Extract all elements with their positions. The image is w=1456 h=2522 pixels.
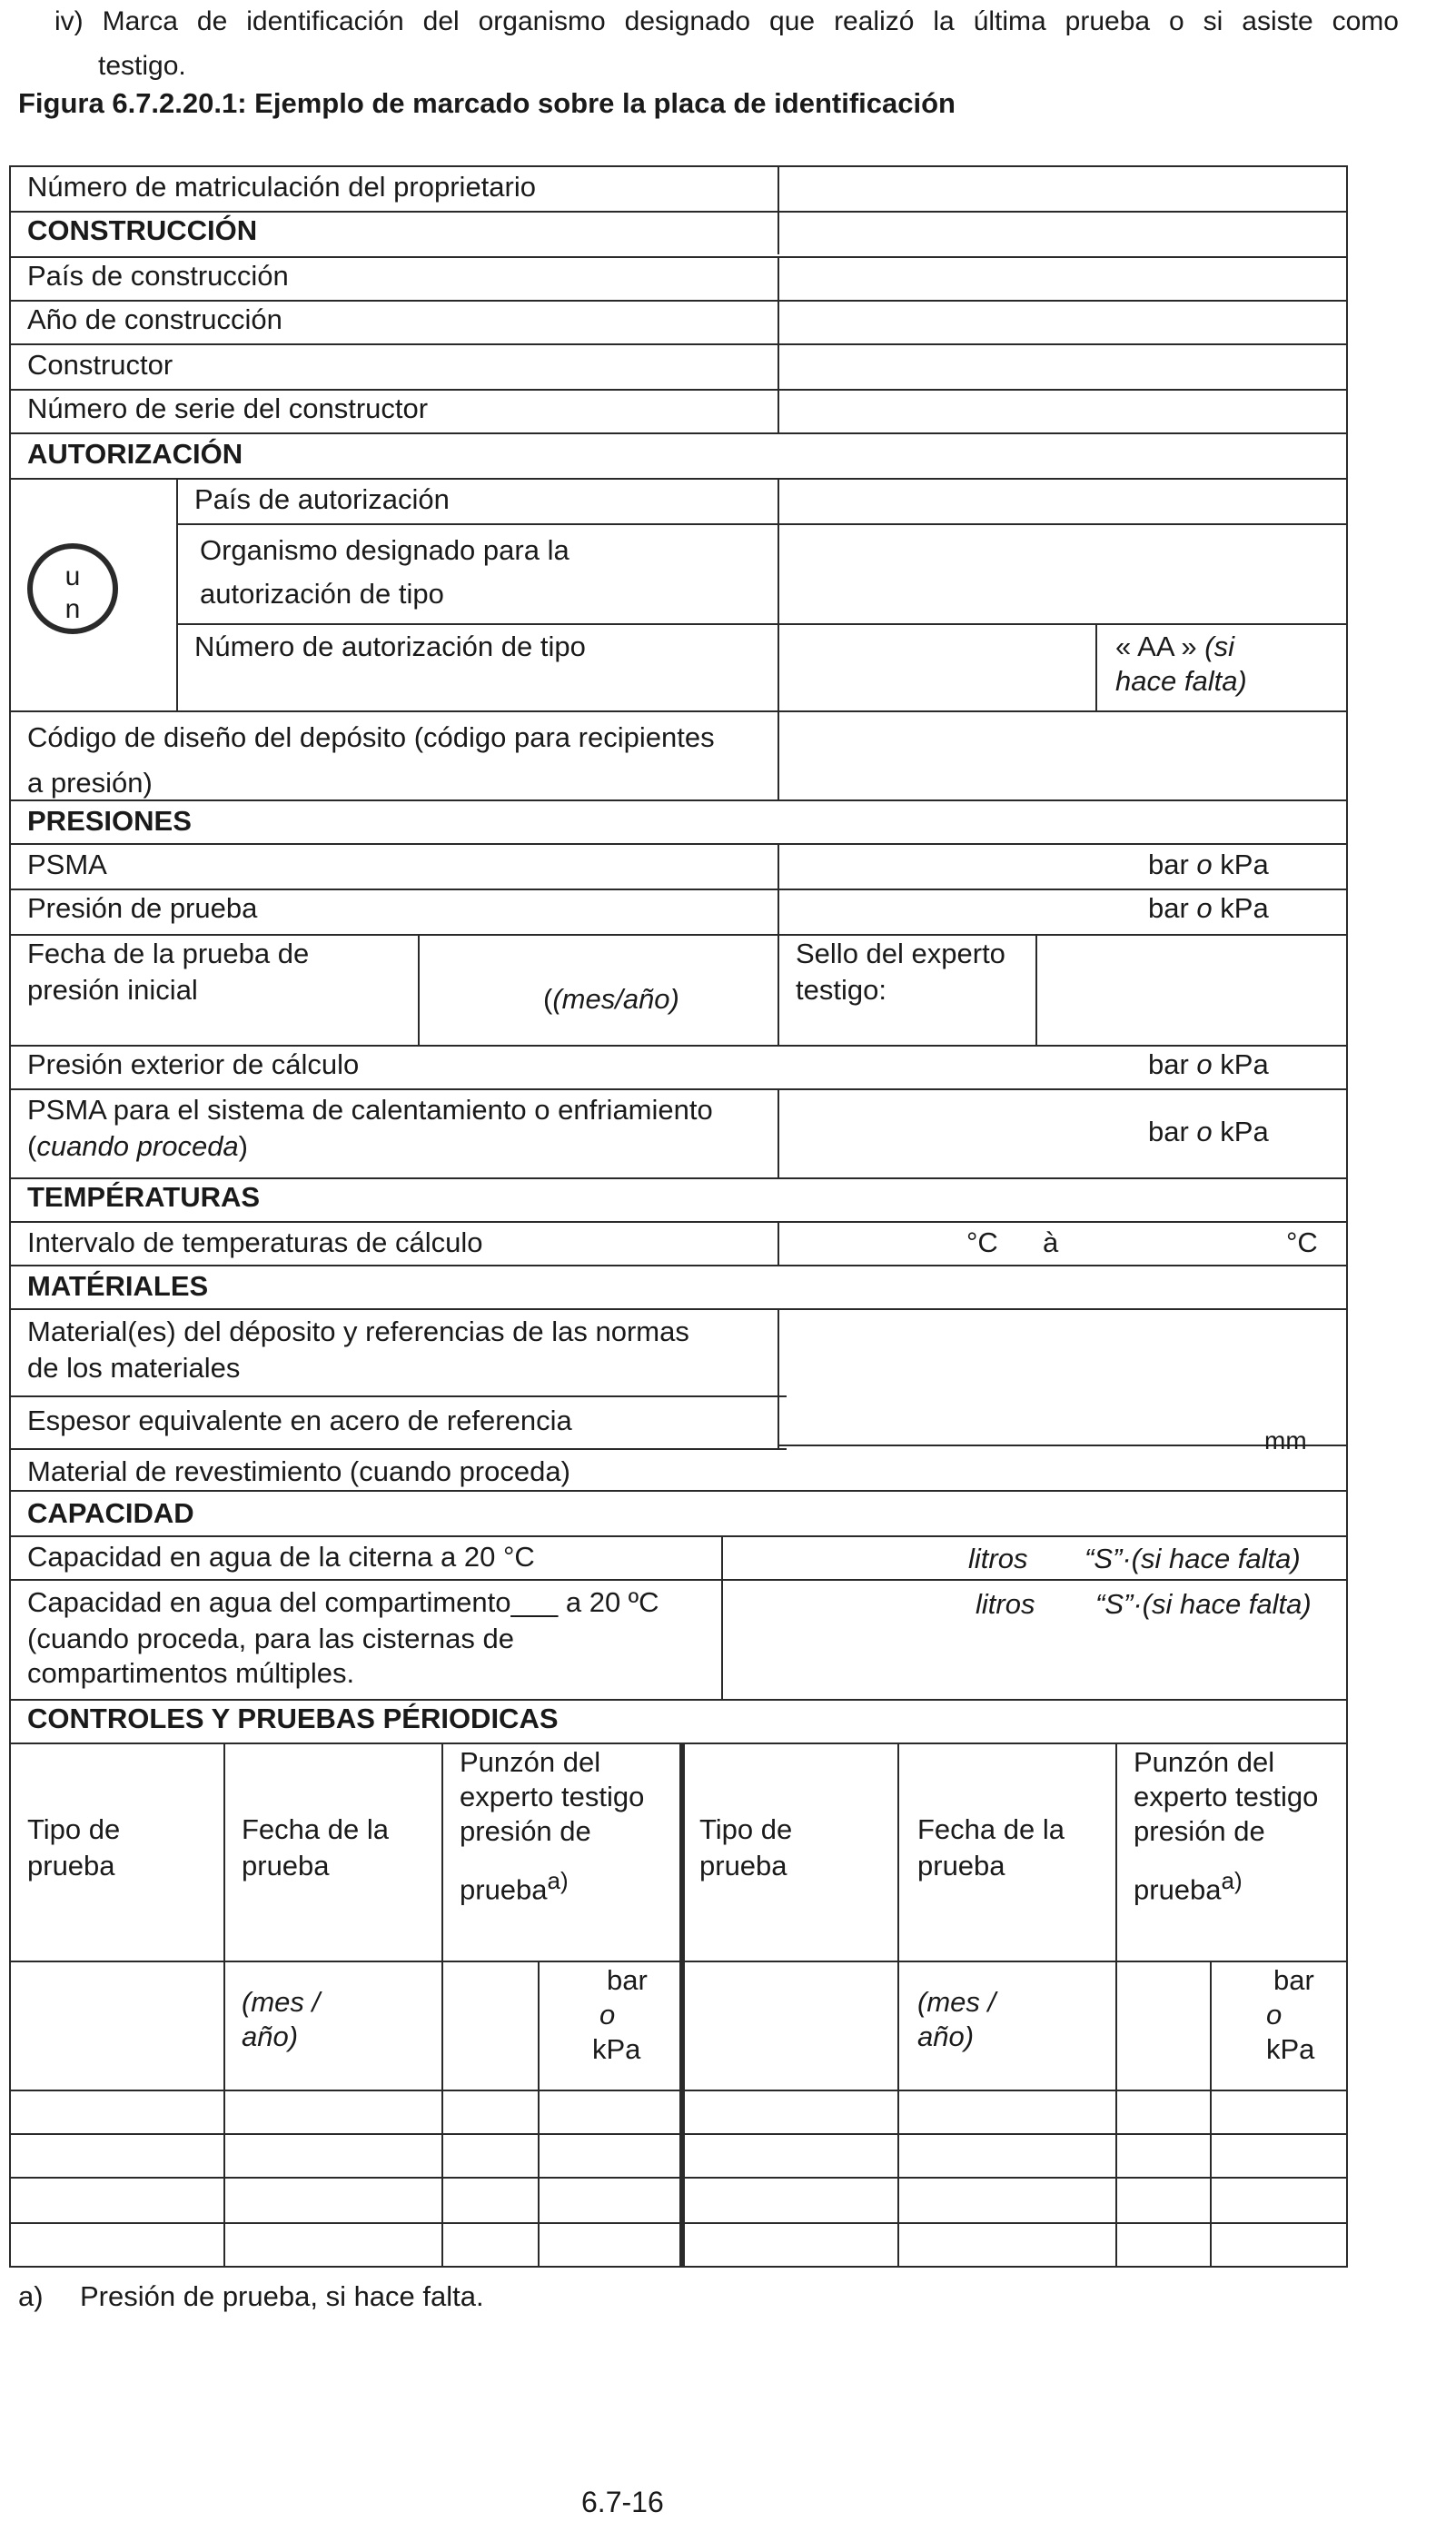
owner-registration-label: Número de matriculación del proprietario <box>27 171 536 203</box>
psma-heating-unit: bar o kPa <box>1148 1116 1269 1147</box>
section-capacity: CAPACIDAD <box>27 1497 194 1529</box>
right-stamp-line4: prueba$^{a)}$ <box>1134 1867 1243 1906</box>
initial-test-line2: presión inicial <box>27 974 198 1006</box>
left-unit-bar: bar <box>607 1964 648 1996</box>
right-date-format-line1: (mes / <box>917 1986 996 2018</box>
right-unit-bar: bar <box>1273 1964 1314 1996</box>
right-test-date-line2: prueba <box>917 1850 1005 1882</box>
intro-line: iv) Marca de identificación del organismo designado que realizó la última prueba o si asiste como <box>54 6 1399 36</box>
initial-test-line1: Fecha de la prueba de <box>27 938 310 969</box>
materials-line2: de los materiales <box>27 1352 241 1384</box>
compartment-capacity-line2: (cuando proceda, para las cisternas de <box>27 1623 514 1654</box>
left-date-format-line2: año) <box>242 2021 299 2052</box>
left-unit-o: o <box>599 1999 616 2031</box>
test-pressure-label: Presión de prueba <box>27 892 258 924</box>
compartment-capacity-line1: Capacidad en agua del compartimento___ a 20 ºC <box>27 1586 659 1618</box>
section-construction: CONSTRUCCIÓN <box>27 214 258 246</box>
compartment-capacity-line3: compartimentos múltiples. <box>27 1657 355 1689</box>
test-pressure-unit: bar o kPa <box>1148 892 1269 924</box>
temp-unit-from: °C <box>966 1226 998 1258</box>
section-periodic-tests: CONTROLES Y PRUEBAS PÉRIODICAS <box>27 1703 559 1734</box>
right-stamp-line2: experto testigo <box>1134 1781 1319 1812</box>
right-stamp-line1: Punzón del <box>1134 1746 1275 1778</box>
page-number: 6.7-16 <box>581 2486 664 2518</box>
section-temperatures: TEMPÉRATURAS <box>27 1181 261 1213</box>
compartment-capacity-s-note: “S”·(si hace falta) <box>1095 1588 1312 1620</box>
mm-unit: mm <box>1264 1426 1307 1455</box>
constructor-label: Constructor <box>27 349 173 381</box>
external-pressure-label: Presión exterior de cálculo <box>27 1048 360 1080</box>
un-mark-n: n <box>64 594 81 624</box>
designated-body-line1: Organismo designado para la <box>200 534 570 566</box>
tank-capacity-litros: litros <box>968 1543 1028 1574</box>
left-stamp-line1: Punzón del <box>460 1746 601 1778</box>
tank-capacity-s-note: “S”·(si hace falta) <box>1085 1543 1301 1574</box>
figure-title: Figura 6.7.2.20.1: Ejemplo de marcado sobre la placa de identificación <box>18 87 956 119</box>
footnote-marker: a) <box>18 2280 44 2312</box>
year-construction-label: Año de construcción <box>27 303 282 335</box>
psma-heating-line1: PSMA para el sistema de calentamiento o enfriamiento <box>27 1094 713 1126</box>
left-date-format-line1: (mes / <box>242 1986 321 2018</box>
right-test-type-line1: Tipo de <box>699 1813 793 1845</box>
psma-unit: bar o kPa <box>1148 849 1269 880</box>
temperature-range-label: Intervalo de temperaturas de cálculo <box>27 1226 483 1258</box>
psma-heating-line2: (cuando proceda) <box>27 1130 248 1162</box>
left-stamp-line3: presión de <box>460 1815 591 1847</box>
design-code-line2: a presión) <box>27 767 153 799</box>
right-test-type-line2: prueba <box>699 1850 787 1882</box>
left-stamp-line2: experto testigo <box>460 1781 645 1812</box>
left-test-date-line2: prueba <box>242 1850 330 1882</box>
left-test-type-line2: prueba <box>27 1850 115 1882</box>
section-authorization: AUTORIZACIÓN <box>27 438 243 470</box>
tank-capacity-label: Capacidad en agua de la citerna a 20 °C <box>27 1541 535 1573</box>
lining-material-label: Material de revestimiento (cuando proceda) <box>27 1455 570 1487</box>
type-approval-label: Número de autorización de tipo <box>194 630 586 662</box>
materials-line1: Material(es) del déposito y referencias de las normas <box>27 1316 689 1347</box>
reference-steel-label: Espesor equivalente en acero de referencia <box>27 1405 572 1436</box>
serial-number-label: Número de serie del constructor <box>27 392 429 424</box>
designated-body-line2: autorización de tipo <box>200 578 444 610</box>
right-unit-kpa: kPa <box>1266 2033 1315 2065</box>
temp-unit-to: °C <box>1286 1226 1318 1258</box>
right-test-date-line1: Fecha de la <box>917 1813 1065 1845</box>
un-mark-u: u <box>64 561 81 591</box>
footnote-text: Presión de prueba, si hace falta. <box>80 2280 484 2312</box>
compartment-capacity-litros: litros <box>976 1588 1035 1620</box>
seal-line2: testigo: <box>796 974 886 1006</box>
right-date-format-line2: año) <box>917 2021 975 2052</box>
aa-note-line1: « AA » (si <box>1115 630 1234 662</box>
right-unit-o: o <box>1266 1999 1283 2031</box>
psma-label: PSMA <box>27 849 107 880</box>
un-mark-icon <box>27 543 118 634</box>
section-pressures: PRESIONES <box>27 805 192 837</box>
country-construction-label: País de construcción <box>27 260 289 292</box>
left-test-type-line1: Tipo de <box>27 1813 121 1845</box>
left-unit-kpa: kPa <box>592 2033 641 2065</box>
design-code-line1: Código de diseño del depósito (código para recipientes <box>27 721 715 753</box>
country-authorization-label: País de autorización <box>194 483 450 515</box>
external-pressure-unit: bar o kPa <box>1148 1048 1269 1080</box>
right-stamp-line3: presión de <box>1134 1815 1265 1847</box>
left-test-date-line1: Fecha de la <box>242 1813 389 1845</box>
section-materials: MATÉRIALES <box>27 1270 209 1302</box>
intro-line-continued: testigo. <box>98 51 186 81</box>
left-stamp-line4: prueba$^{a)}$ <box>460 1867 569 1906</box>
seal-line1: Sello del experto <box>796 938 1005 969</box>
aa-note-line2: hace falta) <box>1115 665 1247 697</box>
initial-test-date-format: ((mes/año) <box>543 983 679 1015</box>
temp-a-grave: à <box>1043 1226 1059 1258</box>
